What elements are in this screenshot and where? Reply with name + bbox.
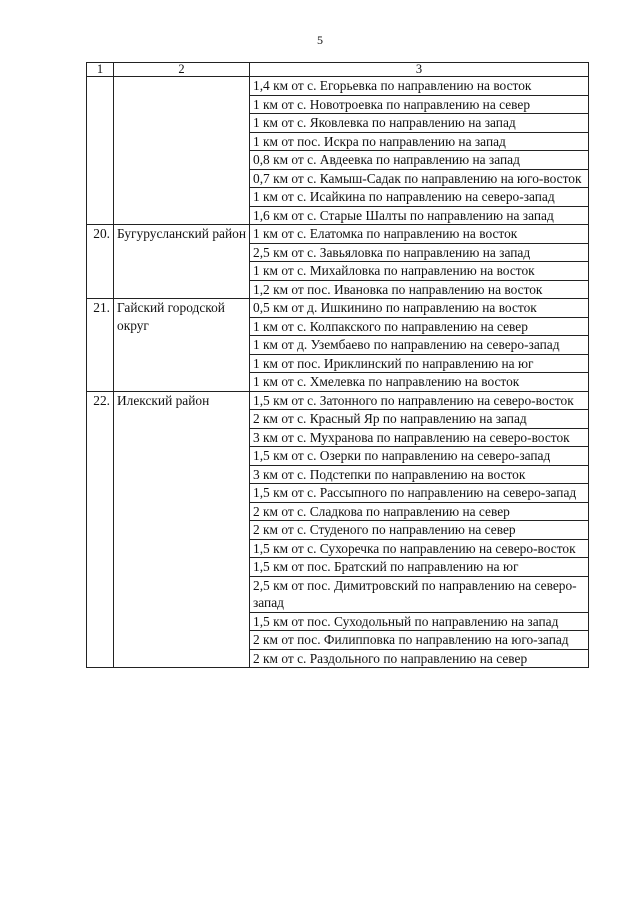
location-description: 1 км от с. Исайкина по направлению на северо-запад: [250, 188, 589, 207]
header-col-description: 3: [250, 63, 589, 77]
locations-table: [86, 62, 589, 668]
location-description: 1,6 км от с. Старые Шалты по направлению на запад: [250, 206, 589, 225]
district-name: Бугурусланский район: [114, 225, 250, 299]
location-description: 1 км от д. Узембаево по направлению на северо-запад: [250, 336, 589, 355]
location-description: 1,5 км от с. Рассыпного по направлению на северо-запад: [250, 484, 589, 503]
district-name: Илекский район: [114, 391, 250, 668]
location-description: 1,5 км от с. Сухоречка по направлению на северо-восток: [250, 539, 589, 558]
location-description: 1 км от с. Яковлевка по направлению на запад: [250, 114, 589, 133]
location-description: 3 км от с. Подстепки по направлению на восток: [250, 465, 589, 484]
locations-table-body: [87, 63, 589, 668]
location-description: 2 км от с. Раздольного по направлению на север: [250, 649, 589, 668]
location-description: 1,4 км от с. Егорьевка по направлению на восток: [250, 77, 589, 96]
location-description: 1,5 км от пос. Братский по направлению на юг: [250, 558, 589, 577]
location-description: 0,5 км от д. Ишкинино по направлению на восток: [250, 299, 589, 318]
location-description: 1 км от с. Новотроевка по направлению на север: [250, 95, 589, 114]
row-number: 21.: [87, 299, 114, 392]
location-description: 1 км от с. Хмелевка по направлению на восток: [250, 373, 589, 392]
page-number: 5: [317, 33, 323, 47]
location-description: 2 км от с. Сладкова по направлению на север: [250, 502, 589, 521]
district-name: Гайский городской округ: [114, 299, 250, 392]
location-description: 1,5 км от пос. Суходольный по направлению на запад: [250, 612, 589, 631]
location-description: 0,8 км от с. Авдеевка по направлению на запад: [250, 151, 589, 170]
table-row: [87, 225, 589, 244]
location-description: 1 км от пос. Искра по направлению на запад: [250, 132, 589, 151]
location-description: 1,2 км от пос. Ивановка по направлению на восток: [250, 280, 589, 299]
row-number: 22.: [87, 391, 114, 668]
location-description: 2,5 км от пос. Димитровский по направлению на северо-запад: [250, 576, 589, 612]
location-description: 2 км от пос. Филипповка по направлению на юго-запад: [250, 631, 589, 650]
location-description: 1,5 км от с. Озерки по направлению на северо-запад: [250, 447, 589, 466]
location-description: 2,5 км от с. Завьяловка по направлению на запад: [250, 243, 589, 262]
table-row: [87, 77, 589, 96]
location-description: 2 км от с. Студеного по направлению на север: [250, 521, 589, 540]
district-name: [114, 77, 250, 225]
location-description: 1 км от пос. Ириклинский по направлению на юг: [250, 354, 589, 373]
location-description: 1 км от с. Елатомка по направлению на восток: [250, 225, 589, 244]
header-col-district: 2: [114, 63, 250, 77]
location-description: 2 км от с. Красный Яр по направлению на запад: [250, 410, 589, 429]
header-col-number: 1: [87, 63, 114, 77]
location-description: 3 км от с. Мухранова по направлению на северо-восток: [250, 428, 589, 447]
location-description: 1 км от с. Михайловка по направлению на восток: [250, 262, 589, 281]
table-header-row: [87, 63, 589, 77]
location-description: 1,5 км от с. Затонного по направлению на северо-восток: [250, 391, 589, 410]
location-description: 1 км от с. Колпакского по направлению на север: [250, 317, 589, 336]
table-row: [87, 299, 589, 318]
row-number: [87, 77, 114, 225]
table-row: [87, 391, 589, 410]
row-number: 20.: [87, 225, 114, 299]
location-description: 0,7 км от с. Камыш-Садак по направлению на юго-восток: [250, 169, 589, 188]
